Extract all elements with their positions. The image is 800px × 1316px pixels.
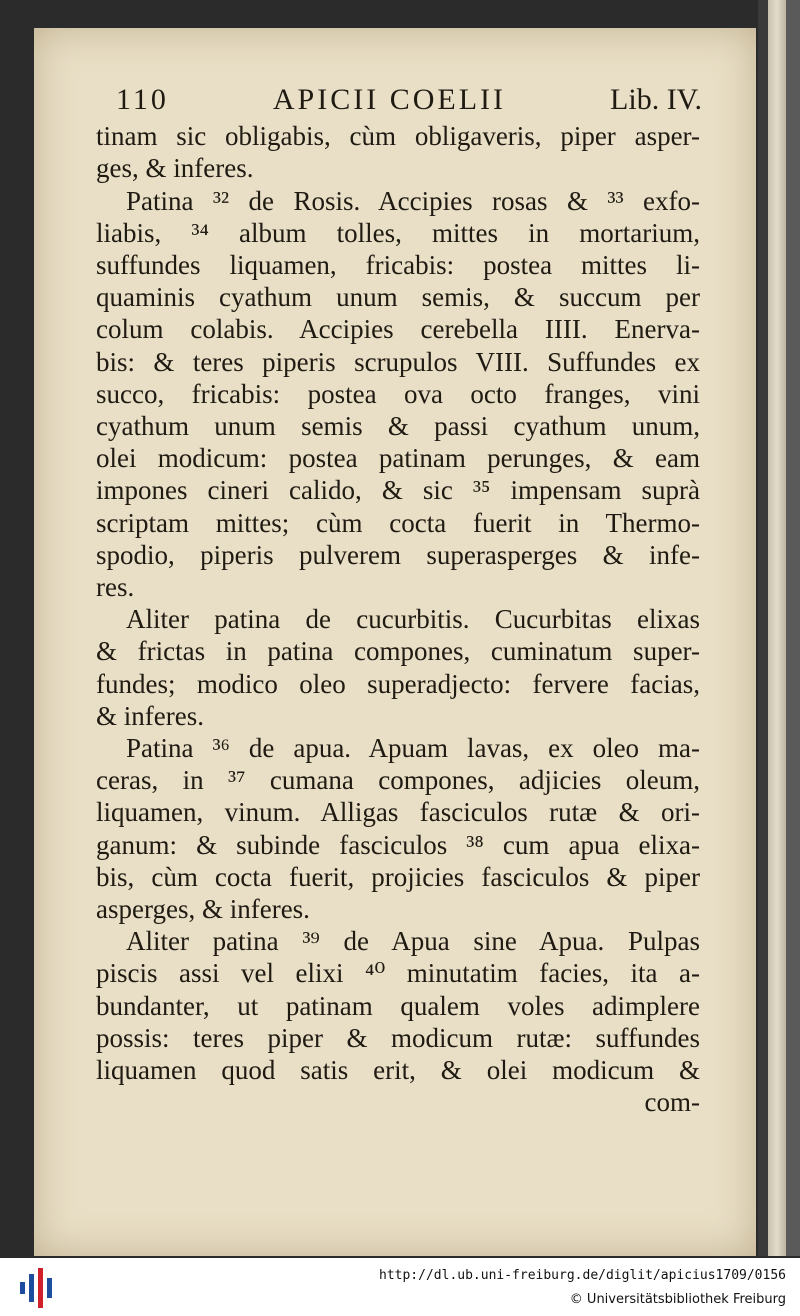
text-line: cyathum unum semis & passi cyathum unum, (96, 411, 700, 442)
text-line: tinam sic obligabis, cùm obligaveris, piper asper- (96, 121, 700, 152)
text-line: scriptam mittes; cùm cocta fuerit in Thermo- (96, 507, 700, 538)
text-line: fundes; modico oleo superadjecto: fervere facias, (96, 668, 700, 699)
text-line: Patina ³² de Rosis. Accipies rosas & ³³ exfo- (126, 185, 700, 216)
library-logo-icon (20, 1268, 52, 1308)
text-line: Patina ³⁶ de apua. Apuam lavas, ex oleo ma- (126, 733, 700, 764)
text-line: ganum: & subinde fasciculos ³⁸ cum apua elixa- (96, 829, 700, 860)
page-text (96, 84, 700, 1119)
text-line: liquamen, vinum. Alligas fasciculos rutæ & ori- (96, 797, 700, 828)
text-line: bis: & teres piperis scrupulos VIII. Suffundes ex (96, 346, 700, 377)
text-line: Aliter patina ³⁹ de Apua sine Apua. Pulpas (126, 926, 700, 957)
text-line: ges, & inferes. (96, 153, 254, 184)
text-line: quaminis cyathum unum semis, & succum per (96, 282, 700, 313)
permalink-url[interactable]: http://dl.ub.uni-freiburg.de/diglit/apicius1709/0156 (379, 1268, 786, 1283)
page-edge-strip (768, 0, 786, 1256)
text-line: ceras, in ³⁷ cumana compones, adjicies oleum, (96, 765, 700, 796)
text-line: spodio, piperis pulverem superasperges & infe- (96, 539, 700, 570)
text-line: & inferes. (96, 700, 204, 731)
copyright-notice: © Universitätsbibliothek Freiburg (569, 1292, 786, 1307)
text-line: piscis assi vel elixi ⁴⁰ minutatim facies, ita a- (96, 958, 700, 989)
running-title: APICII COELII (272, 83, 507, 116)
text-line: Aliter patina de cucurbitis. Cucurbitas elixas (126, 604, 700, 635)
text-line: asperges, & inferes. (96, 894, 310, 925)
text-line: impones cineri calido, & sic ³⁵ impensam suprà (96, 475, 700, 506)
book-spine-band (786, 0, 800, 1256)
text-line: liabis, ³⁴ album tolles, mittes in mortarium, (96, 217, 700, 248)
running-header (116, 84, 702, 116)
catchword: com- (644, 1087, 700, 1118)
text-line: liquamen quod satis erit, & olei modicum & (96, 1055, 700, 1086)
text-line: bundanter, ut patinam qualem voles adimplere (96, 990, 700, 1021)
text-line: possis: teres piper & modicum rutæ: suffundes (96, 1022, 700, 1053)
text-line: res. (96, 572, 135, 603)
text-line: succo, fricabis: postea ova octo franges, vini (96, 378, 700, 409)
text-line: bis, cùm cocta fuerit, projicies fasciculos & piper (96, 861, 700, 892)
text-line: colum colabis. Accipies cerebella IIII. Enerva- (96, 314, 700, 345)
text-line: & frictas in patina compones, cuminatum super- (96, 636, 700, 667)
text-line: suffundes liquamen, fricabis: postea mittes li- (96, 250, 700, 281)
viewer-footer (0, 1258, 800, 1316)
text-line: olei modicum: postea patinam perunges, & eam (96, 443, 700, 474)
page-number: 110 (116, 83, 169, 116)
book-number: Lib. IV. (610, 83, 702, 116)
